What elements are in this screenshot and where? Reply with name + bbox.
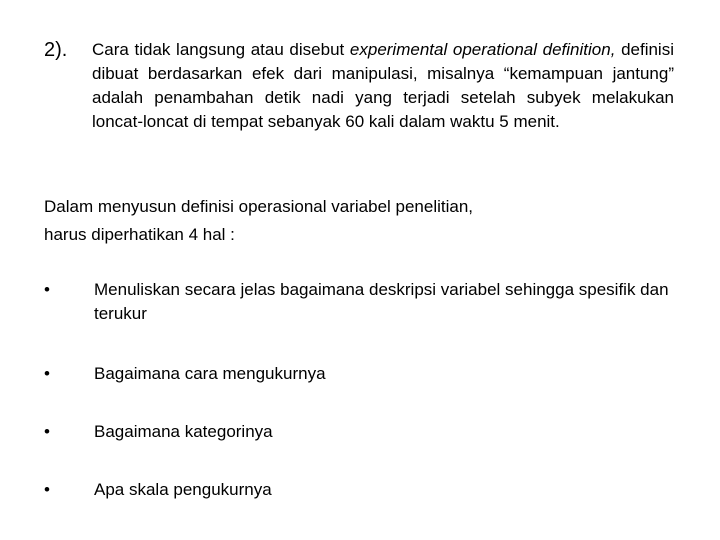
item-number: 2). — [44, 39, 68, 61]
bullet-text: Bagaimana kategorinya — [94, 422, 273, 441]
item-text-start: Cara tidak langsung atau disebut — [92, 40, 350, 59]
bullet-icon: • — [44, 422, 50, 441]
bullet-icon: • — [44, 280, 50, 299]
intro-line-2: harus diperhatikan 4 hal : — [44, 225, 235, 244]
item-text-rest: definisi dibuat berdasarkan efek dari manipulasi, misalnya “kemampuan jantung” adalah penambahan detik nadi yang terjadi setelah subyek melakukan loncat-loncat di tempat sebanyak 60 kali dalam waktu 5 menit. — [92, 40, 674, 131]
bullet-icon: • — [44, 480, 50, 499]
bullet-icon: • — [44, 364, 50, 383]
item-paragraph — [92, 38, 674, 134]
bullet-item — [44, 420, 684, 444]
bullet-item — [44, 478, 684, 502]
intro-line-1: Dalam menyusun definisi operasional variabel penelitian, — [44, 197, 474, 216]
bullet-text: Apa skala pengukurnya — [94, 480, 272, 499]
bullet-text: Bagaimana cara mengukurnya — [94, 364, 326, 383]
item-term-italic: experimental operational definition, — [349, 40, 616, 59]
intro-paragraph — [44, 193, 664, 249]
numbered-item-2 — [44, 38, 674, 134]
bullet-text: Menuliskan secara jelas bagaimana deskripsi variabel sehingga spesifik dan terukur — [94, 280, 669, 323]
bullet-item — [44, 362, 684, 386]
bullet-item — [44, 278, 684, 326]
